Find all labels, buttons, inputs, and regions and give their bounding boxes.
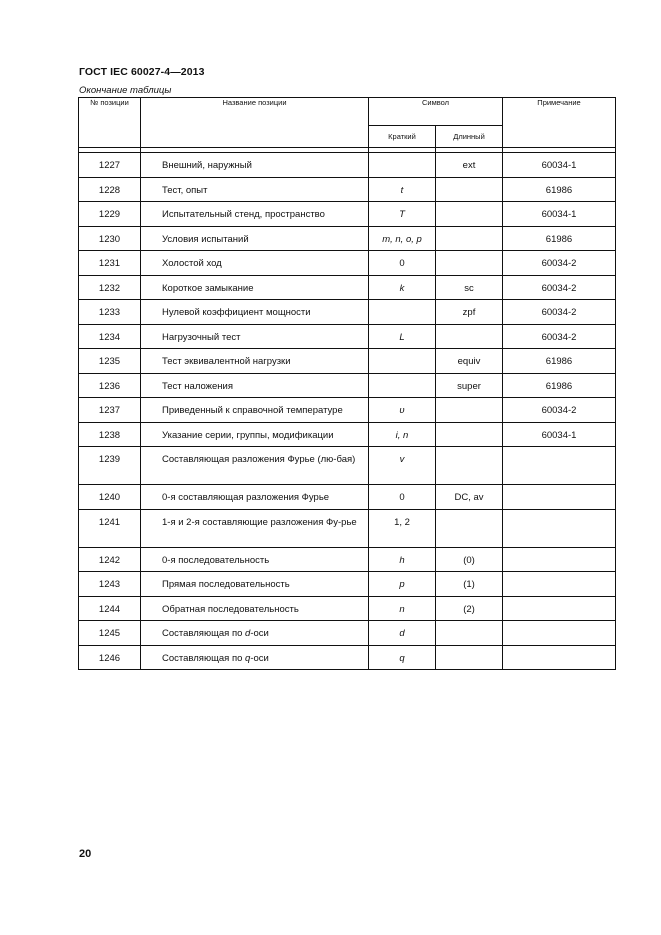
position-number: 1242 xyxy=(79,547,141,572)
symbol-long: equiv xyxy=(436,349,503,374)
position-name: Обратная последовательность xyxy=(141,596,369,621)
note: 60034-2 xyxy=(503,300,616,325)
note: 60034-2 xyxy=(503,251,616,276)
note xyxy=(503,509,616,547)
symbol-short: 0 xyxy=(369,485,436,510)
note: 60034-2 xyxy=(503,275,616,300)
symbol-short: p xyxy=(369,572,436,597)
position-number: 1237 xyxy=(79,398,141,423)
symbol-short: t xyxy=(369,177,436,202)
symbol-long: super xyxy=(436,373,503,398)
position-name: 1-я и 2-я составляющие разложения Фу-рье xyxy=(141,509,369,547)
position-name: Условия испытаний xyxy=(141,226,369,251)
symbol-short: 1, 2 xyxy=(369,509,436,547)
symbol-long xyxy=(436,398,503,423)
position-number: 1228 xyxy=(79,177,141,202)
position-name: Нулевой коэффициент мощности xyxy=(141,300,369,325)
note xyxy=(503,621,616,646)
table-row xyxy=(79,251,616,276)
table-row xyxy=(79,349,616,374)
column-header-number: № позиции xyxy=(79,98,141,148)
symbol-long xyxy=(436,422,503,447)
page-number: 20 xyxy=(79,848,92,860)
note: 60034-2 xyxy=(503,398,616,423)
note: 60034-2 xyxy=(503,324,616,349)
position-name: Холостой ход xyxy=(141,251,369,276)
symbol-short: q xyxy=(369,645,436,670)
column-header-symbol-short: Краткий xyxy=(369,126,436,148)
column-header-name: Название позиции xyxy=(141,98,369,148)
symbol-short: n xyxy=(369,596,436,621)
symbol-short: h xyxy=(369,547,436,572)
table-row xyxy=(79,572,616,597)
table-row xyxy=(79,373,616,398)
symbol-long: ext xyxy=(436,153,503,178)
note: 61986 xyxy=(503,177,616,202)
symbol-short xyxy=(369,153,436,178)
symbol-long xyxy=(436,177,503,202)
position-number: 1234 xyxy=(79,324,141,349)
table-row xyxy=(79,398,616,423)
symbol-short: υ xyxy=(369,398,436,423)
position-name: 0-я последовательность xyxy=(141,547,369,572)
position-number: 1236 xyxy=(79,373,141,398)
position-name: Тест, опыт xyxy=(141,177,369,202)
position-name-axis: q xyxy=(245,652,251,664)
position-number: 1227 xyxy=(79,153,141,178)
note: 61986 xyxy=(503,373,616,398)
note: 61986 xyxy=(503,226,616,251)
position-name: Нагрузочный тест xyxy=(141,324,369,349)
position-number: 1243 xyxy=(79,572,141,597)
table-row xyxy=(79,485,616,510)
table-row xyxy=(79,275,616,300)
symbol-long xyxy=(436,509,503,547)
positions-table xyxy=(78,97,616,670)
position-number: 1230 xyxy=(79,226,141,251)
note: 60034-1 xyxy=(503,202,616,227)
symbol-long xyxy=(436,251,503,276)
table-row xyxy=(79,177,616,202)
symbol-long: (0) xyxy=(436,547,503,572)
position-name: Составляющая разложения Фурье (лю-бая) xyxy=(141,447,369,485)
note xyxy=(503,596,616,621)
table-row xyxy=(79,324,616,349)
position-name: Прямая последовательность xyxy=(141,572,369,597)
symbol-long xyxy=(436,202,503,227)
table-row xyxy=(79,509,616,547)
note: 60034-1 xyxy=(503,422,616,447)
symbol-short: 0 xyxy=(369,251,436,276)
position-name xyxy=(141,621,369,646)
position-name: Испытательный стенд, пространство xyxy=(141,202,369,227)
column-header-note: Примечание xyxy=(503,98,616,148)
note xyxy=(503,572,616,597)
position-number: 1245 xyxy=(79,621,141,646)
table-row xyxy=(79,621,616,646)
position-number: 1246 xyxy=(79,645,141,670)
symbol-long: DC, av xyxy=(436,485,503,510)
table-row xyxy=(79,202,616,227)
position-name: Тест эквивалентной нагрузки xyxy=(141,349,369,374)
table-row xyxy=(79,547,616,572)
position-name-prefix: Составляющая по xyxy=(162,652,246,664)
note xyxy=(503,645,616,670)
position-number: 1240 xyxy=(79,485,141,510)
note xyxy=(503,547,616,572)
symbol-short: i, n xyxy=(369,422,436,447)
symbol-short: d xyxy=(369,621,436,646)
column-header-symbol-long: Длинный xyxy=(436,126,503,148)
symbol-long: zpf xyxy=(436,300,503,325)
position-number: 1241 xyxy=(79,509,141,547)
symbol-short: k xyxy=(369,275,436,300)
symbol-long xyxy=(436,621,503,646)
position-name: Тест наложения xyxy=(141,373,369,398)
symbol-short: v xyxy=(369,447,436,485)
note: 60034-1 xyxy=(503,153,616,178)
symbol-short xyxy=(369,373,436,398)
table-row xyxy=(79,300,616,325)
symbol-long: sc xyxy=(436,275,503,300)
symbol-short: L xyxy=(369,324,436,349)
table-row xyxy=(79,447,616,485)
position-name: 0-я составляющая разложения Фурье xyxy=(141,485,369,510)
note: 61986 xyxy=(503,349,616,374)
table-row xyxy=(79,596,616,621)
table-row xyxy=(79,153,616,178)
symbol-short xyxy=(369,300,436,325)
table-row xyxy=(79,645,616,670)
column-header-symbol: Символ xyxy=(369,98,503,126)
position-name-axis: d xyxy=(245,628,251,639)
symbol-short: m, n, o, p xyxy=(369,226,436,251)
symbol-long xyxy=(436,645,503,670)
position-name xyxy=(141,645,369,670)
symbol-short xyxy=(369,349,436,374)
position-name-suffix: -оси xyxy=(250,652,269,664)
position-number: 1244 xyxy=(79,596,141,621)
position-name-prefix: Составляющая по xyxy=(162,628,246,639)
table-caption: Окончание таблицы xyxy=(79,85,172,96)
note xyxy=(503,447,616,485)
position-number: 1232 xyxy=(79,275,141,300)
position-name: Указание серии, группы, модификации xyxy=(141,422,369,447)
symbol-short: T xyxy=(369,202,436,227)
position-name: Внешний, наружный xyxy=(141,153,369,178)
position-name: Короткое замыкание xyxy=(141,275,369,300)
table-row xyxy=(79,422,616,447)
symbol-long: (2) xyxy=(436,596,503,621)
symbol-long xyxy=(436,447,503,485)
position-number: 1238 xyxy=(79,422,141,447)
position-number: 1235 xyxy=(79,349,141,374)
symbol-long xyxy=(436,324,503,349)
symbol-long: (1) xyxy=(436,572,503,597)
position-name-suffix: -оси xyxy=(250,628,269,639)
position-number: 1229 xyxy=(79,202,141,227)
note xyxy=(503,485,616,510)
position-number: 1239 xyxy=(79,447,141,485)
position-number: 1231 xyxy=(79,251,141,276)
position-number: 1233 xyxy=(79,300,141,325)
document-code: ГОСТ IEC 60027-4—2013 xyxy=(79,66,205,78)
position-name: Приведенный к справочной температуре xyxy=(141,398,369,423)
table-row xyxy=(79,226,616,251)
symbol-long xyxy=(436,226,503,251)
